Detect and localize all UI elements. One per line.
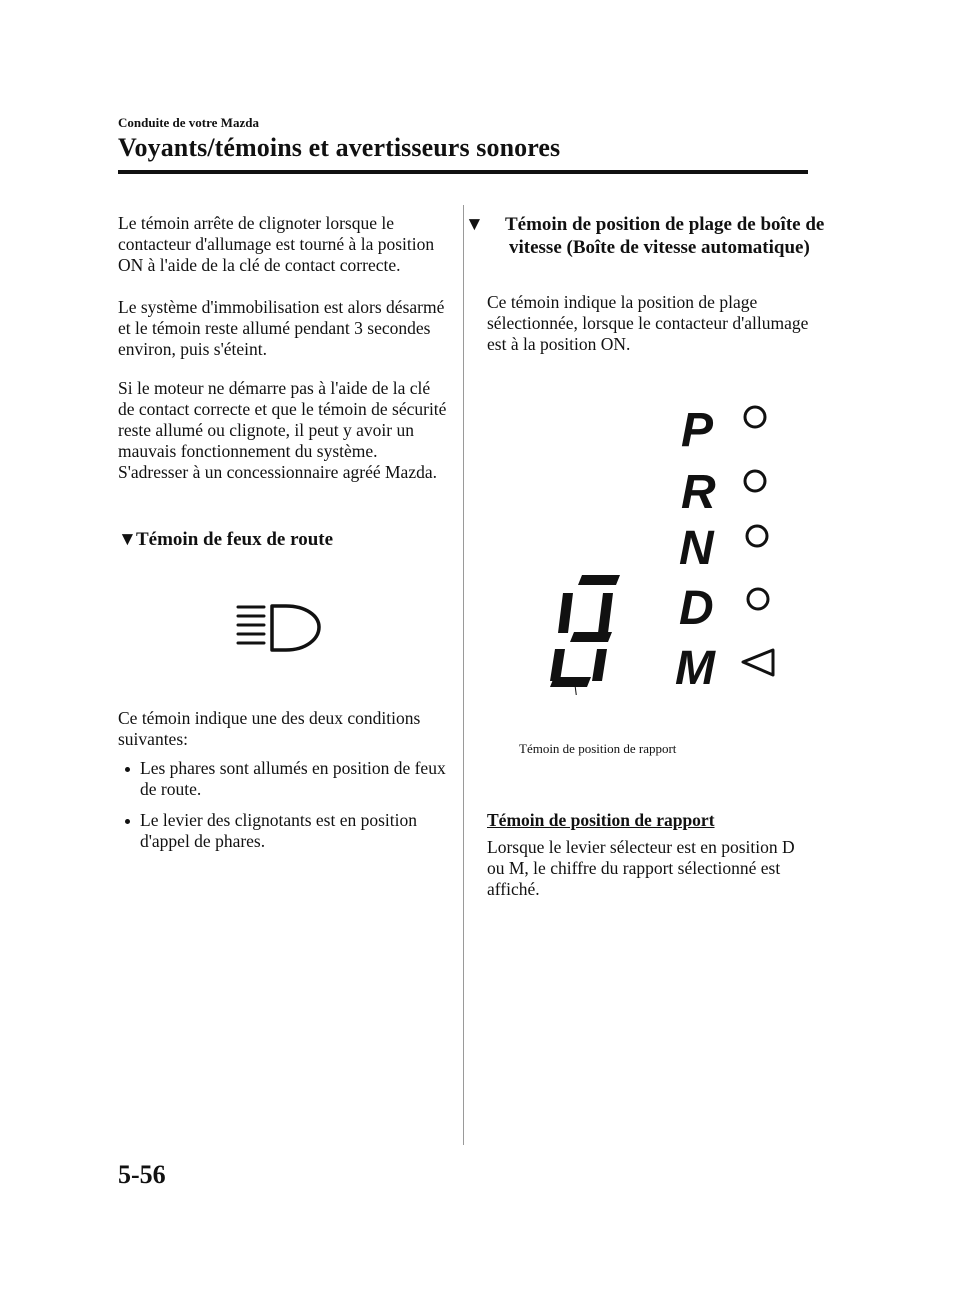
right-paragraph-1: Ce témoin indique la position de plage sélectionnée, lorsque le contacteur d'allumage est à la position ON. [487, 292, 809, 354]
gear-position-section-title-text: Témoin de position de plage de boîte de vitesse (Boîte de vitesse automatique) [505, 214, 825, 258]
gear-letter-d: D [679, 582, 714, 635]
lamp-d-icon [748, 589, 768, 609]
left-paragraph-4: Ce témoin indique une des deux conditions suivantes: [118, 708, 421, 749]
lamp-m-triangle-icon [743, 650, 773, 675]
header-rule [118, 170, 808, 174]
triangle-down-icon: ▼ [465, 214, 484, 235]
illustration-caption: Témoin de position de rapport [519, 741, 677, 756]
section-label: Conduite de votre Mazda [118, 115, 259, 130]
list-item [118, 758, 448, 800]
left-paragraph-3: Si le moteur ne démarre pas à l'aide de la clé de contact correcte et que le témoin de sécurité reste allumé ou clignote, il peut y avoir un mauvais fonctionnement du système. S'adresser à un concessionnaire agréé Mazda. [118, 378, 447, 482]
high-beam-conditions-list [118, 758, 448, 862]
list-item-text: Les phares sont allumés en position de feux de route. [140, 758, 446, 799]
page-title: Voyants/témoins et avertisseurs sonores [118, 133, 561, 162]
high-beam-section-title-text: Témoin de feux de route [136, 529, 334, 550]
gear-letter-p: P [681, 404, 714, 457]
lamp-r-icon [745, 471, 765, 491]
gear-indicator-illustration [535, 395, 795, 695]
bullet-icon [125, 819, 130, 824]
gear-letter-n: N [679, 522, 714, 575]
gear-position-subtitle: Témoin de position de rapport [487, 810, 715, 830]
gear-position-section-title [465, 213, 834, 259]
bullet-icon [125, 767, 130, 772]
triangle-down-icon: ▼ [118, 529, 137, 550]
list-item [118, 810, 448, 852]
right-paragraph-2: Lorsque le levier sélecteur est en position D ou M, le chiffre du rapport sélectionné est affiché. [487, 837, 795, 899]
gear-letter-r: R [681, 466, 716, 519]
list-item-text: Le levier des clignotants est en position d'appel de phares. [140, 810, 418, 851]
seven-segment-display-icon [550, 575, 620, 687]
lamp-n-icon [747, 526, 767, 546]
page-number: 5-56 [118, 1160, 166, 1189]
high-beam-section-title [118, 528, 448, 551]
gear-letter-m: M [675, 642, 715, 695]
column-divider [463, 205, 464, 1145]
left-paragraph-1: Le témoin arrête de clignoter lorsque le contacteur d'allumage est tourné à la position ON à l'aide de la clé de contact correcte. [118, 213, 435, 275]
lamp-p-icon [745, 407, 765, 427]
high-beam-icon [236, 603, 322, 658]
left-paragraph-2: Le système d'immobilisation est alors désarmé et le témoin reste allumé pendant 3 secondes environ, puis s'éteint. [118, 297, 445, 359]
